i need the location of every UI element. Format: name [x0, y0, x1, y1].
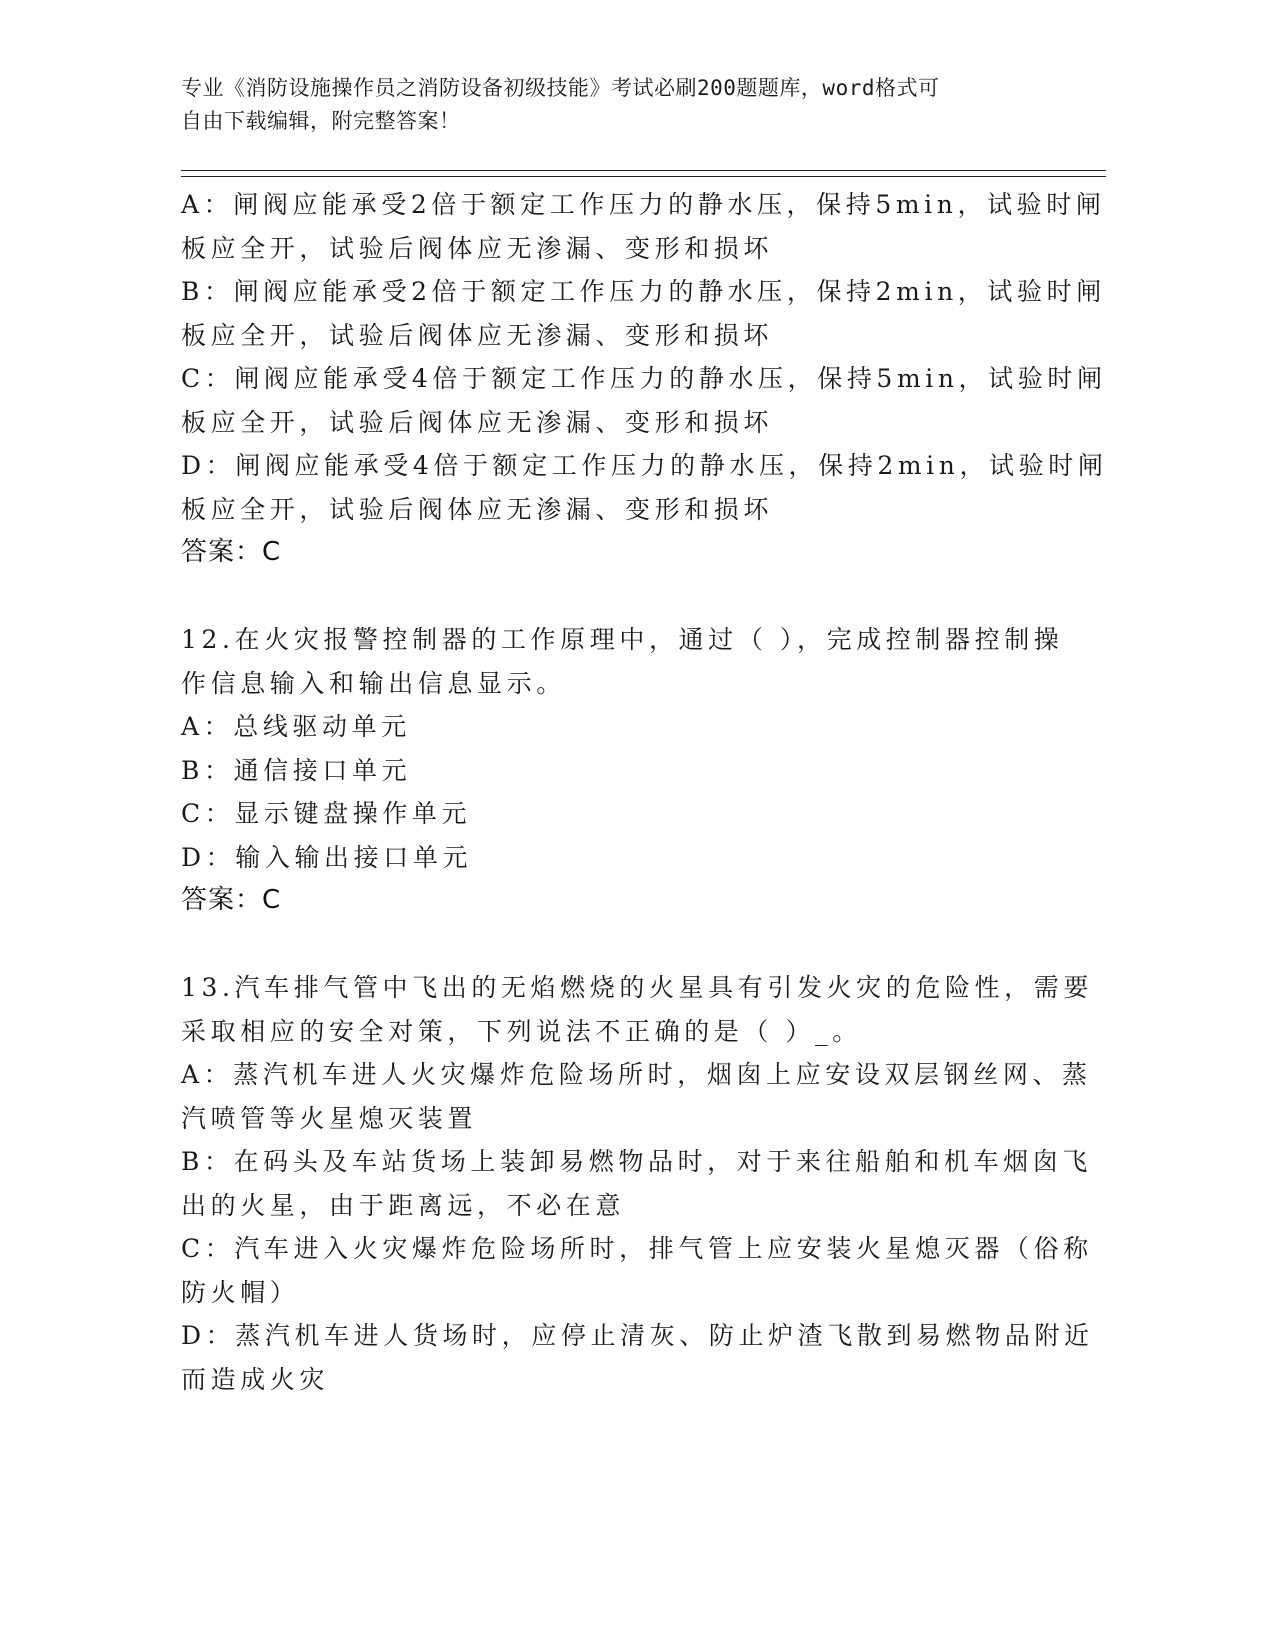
- q12-answer: 答案：C: [181, 885, 282, 915]
- q13-option-c-line-1: C：汽车进入火灾爆炸危险场所时，排气管上应安装火星熄灭器（俗称: [181, 1234, 1093, 1263]
- q13-stem-line-1: 13.汽车排气管中飞出的无焰燃烧的火星具有引发火灾的危险性，需要: [181, 973, 1093, 1002]
- q11-option-d-line-2: 板应全开，试验后阀体应无渗漏、变形和损坏: [181, 494, 774, 524]
- question-11: [181, 183, 1108, 575]
- q12-stem-line-1: 12.在火灾报警控制器的工作原理中，通过（ ），完成控制器控制操: [181, 625, 1064, 654]
- header-divider-top: [181, 170, 1106, 171]
- header-line-2: 自由下载编辑，附完整答案！: [181, 109, 461, 133]
- q12-option-b: B：通信接口单元: [181, 755, 412, 785]
- q11-option-a-line-1: A：闸阀应能承受2倍于额定工作压力的静水压，保持5min，试验时闸: [181, 190, 1106, 219]
- header-divider-bottom: [181, 176, 1106, 177]
- q11-answer: 答案：C: [181, 537, 282, 567]
- q11-option-b-line-1: B：闸阀应能承受2倍于额定工作压力的静水压，保持2min，试验时闸: [181, 277, 1106, 306]
- q11-option-d-line-1: D：闸阀应能承受4倍于额定工作压力的静水压，保持2min，试验时闸: [181, 451, 1108, 480]
- spacer: [181, 923, 1061, 967]
- q13-option-d-line-1: D：蒸汽机车进人货场时，应停止清灰、防止炉渣飞散到易燃物品附近: [181, 1321, 1094, 1350]
- q11-option-a-line-2: 板应全开，试验后阀体应无渗漏、变形和损坏: [181, 233, 774, 263]
- q12-option-d: D：输入输出接口单元: [181, 842, 473, 872]
- q13-option-d-line-2: 而造成火灾: [181, 1364, 330, 1394]
- q11-option-c-line-2: 板应全开，试验后阀体应无渗漏、变形和损坏: [181, 407, 774, 437]
- q12-stem-line-2: 作信息输入和输出信息显示。: [181, 668, 566, 698]
- spacer: [181, 575, 1061, 619]
- q13-stem-line-2: 采取相应的安全对策，下列说法不正确的是（ ）_。: [181, 1016, 862, 1046]
- q13-option-c-line-2: 防火帽）: [181, 1277, 300, 1307]
- question-13: [181, 966, 1094, 1401]
- q13-option-b-line-2: 出的火星，由于距离远，不必在意: [181, 1190, 626, 1220]
- q13-option-a-line-2: 汽喷管等火星熄灭装置: [181, 1103, 478, 1133]
- q12-option-c: C：显示键盘操作单元: [181, 799, 472, 828]
- question-content: [181, 183, 1108, 1401]
- q11-option-b-line-2: 板应全开，试验后阀体应无渗漏、变形和损坏: [181, 320, 774, 350]
- q12-option-a: A：总线驱动单元: [181, 712, 411, 741]
- document-header: [181, 72, 1061, 138]
- q13-option-b-line-1: B：在码头及车站货场上装卸易燃物品时，对于来往船舶和机车烟囱飞: [181, 1147, 1092, 1176]
- q13-option-a-line-1: A：蒸汽机车进人火灾爆炸危险场所时，烟囱上应安设双层钢丝网、蒸: [181, 1060, 1092, 1089]
- q11-option-c-line-1: C：闸阀应能承受4倍于额定工作压力的静水压，保持5min，试验时闸: [181, 364, 1107, 393]
- header-line-1: 专业《消防设施操作员之消防设备初级技能》考试必刷200题题库，word格式可: [181, 76, 940, 100]
- question-12: [181, 618, 1064, 923]
